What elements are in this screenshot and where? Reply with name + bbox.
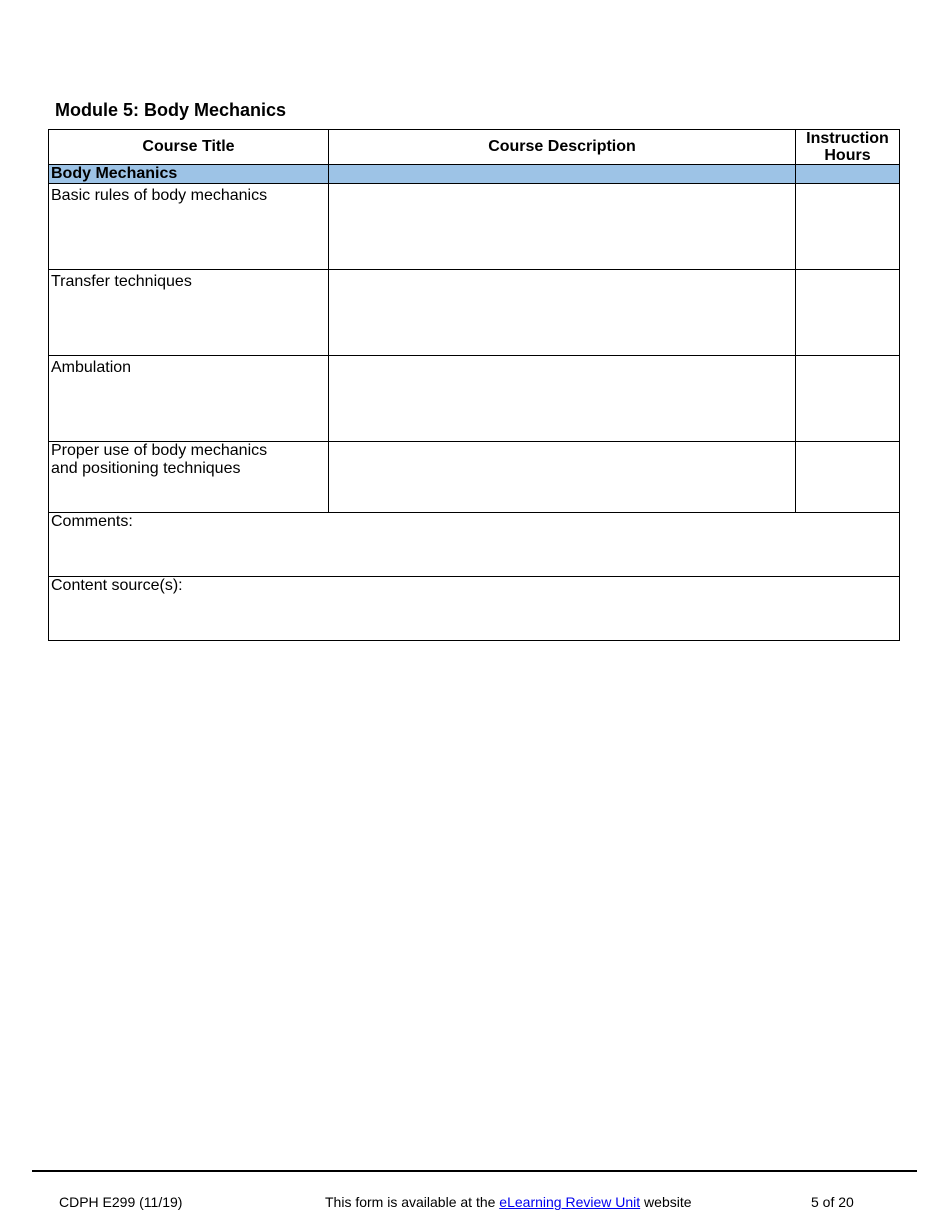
form-id: CDPH E299 (11/19) bbox=[59, 1194, 183, 1210]
topic-description-field[interactable] bbox=[329, 356, 796, 442]
comments-field[interactable]: Comments: bbox=[49, 513, 900, 577]
topic-title-line1: Proper use of body mechanics bbox=[51, 442, 268, 459]
header-hours-line2: Hours bbox=[824, 147, 871, 164]
footer-divider bbox=[32, 1170, 917, 1172]
page-number: 5 of 20 bbox=[811, 1194, 854, 1210]
footer-availability bbox=[325, 1194, 692, 1210]
topic-title: Ambulation bbox=[49, 356, 329, 442]
table-row bbox=[49, 184, 900, 270]
section-hours-cell bbox=[796, 165, 900, 184]
availability-suffix: website bbox=[640, 1194, 692, 1210]
section-description-cell bbox=[329, 165, 796, 184]
page-title: Module 5: Body Mechanics bbox=[55, 100, 287, 120]
content-sources-row bbox=[49, 577, 900, 641]
topic-hours-field[interactable] bbox=[796, 356, 900, 442]
topic-title-line2: and positioning techniques bbox=[51, 460, 241, 477]
topic-description-field[interactable] bbox=[329, 184, 796, 270]
comments-row bbox=[49, 513, 900, 577]
topic-description-field[interactable] bbox=[329, 442, 796, 513]
availability-prefix: This form is available at the bbox=[325, 1194, 500, 1210]
course-table bbox=[48, 129, 900, 641]
section-row bbox=[49, 165, 900, 184]
section-title: Body Mechanics bbox=[49, 165, 329, 184]
topic-hours-field[interactable] bbox=[796, 184, 900, 270]
topic-hours-field[interactable] bbox=[796, 270, 900, 356]
topic-title bbox=[49, 442, 329, 513]
table-row bbox=[49, 442, 900, 513]
header-hours-line1: Instruction bbox=[806, 130, 889, 147]
topic-title: Transfer techniques bbox=[49, 270, 329, 356]
header-course-description: Course Description bbox=[329, 130, 796, 165]
elearning-review-unit-link[interactable]: eLearning Review Unit bbox=[499, 1194, 641, 1210]
table-row bbox=[49, 356, 900, 442]
header-course-title: Course Title bbox=[49, 130, 329, 165]
header-instruction-hours bbox=[796, 130, 900, 165]
topic-description-field[interactable] bbox=[329, 270, 796, 356]
header-row bbox=[49, 130, 900, 165]
topic-hours-field[interactable] bbox=[796, 442, 900, 513]
content-sources-field[interactable]: Content source(s): bbox=[49, 577, 900, 641]
topic-title: Basic rules of body mechanics bbox=[49, 184, 329, 270]
table-row bbox=[49, 270, 900, 356]
